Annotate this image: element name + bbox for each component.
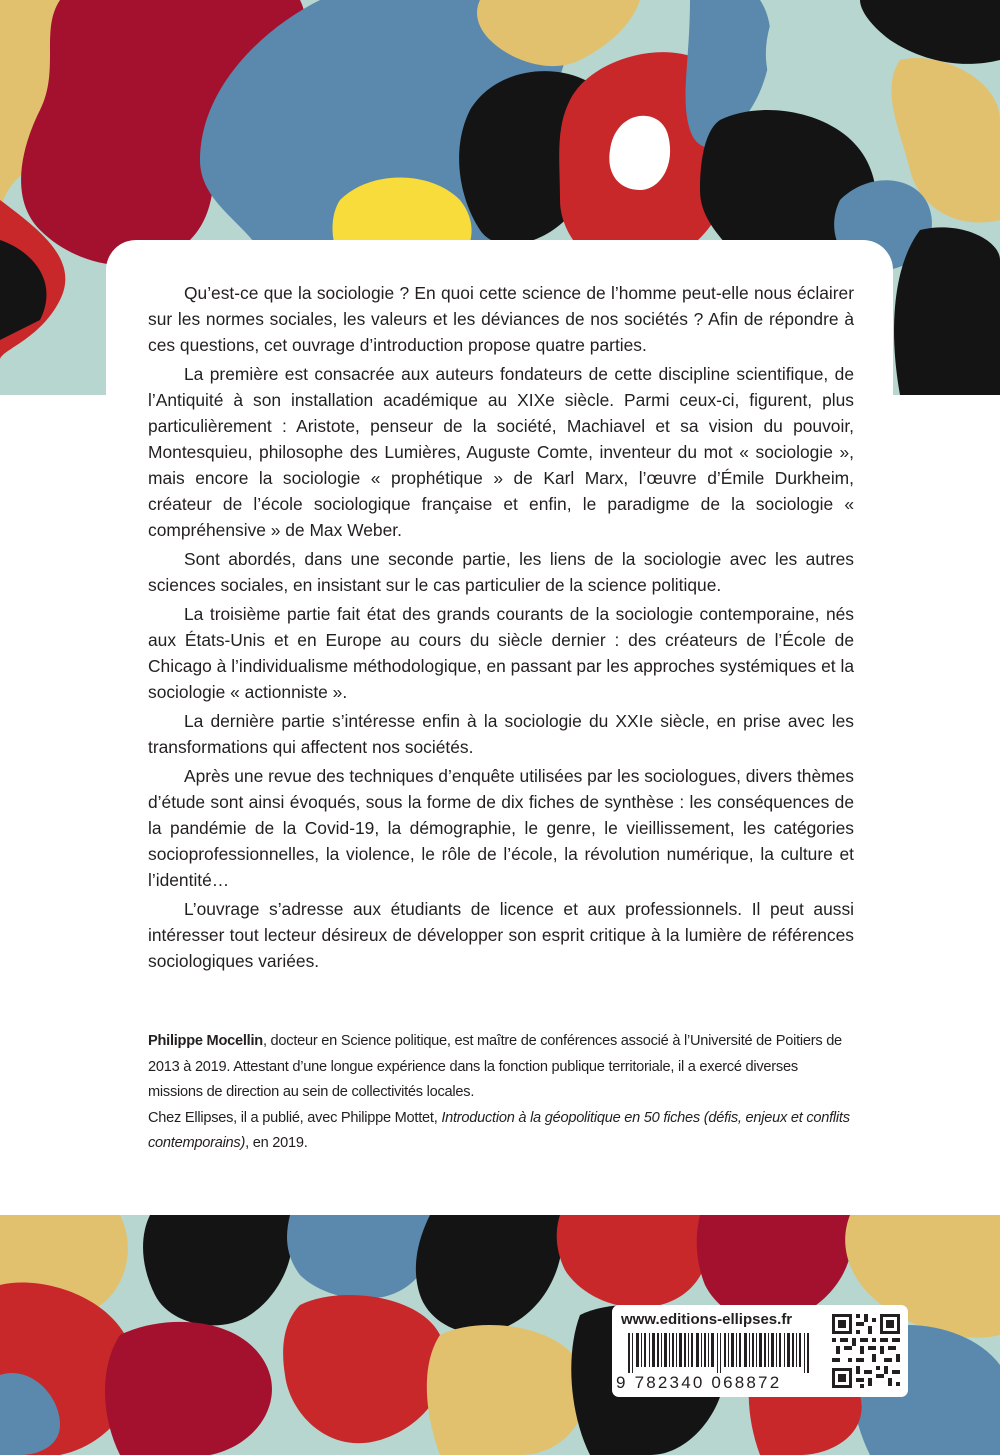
description-paragraph: Sont abordés, dans une seconde partie, les liens de la sociologie avec les autres sciences sociales, en insistant sur le cas particulier de la science politique. [148,549,854,595]
author-name: Philippe Mocellin [148,1033,263,1049]
barcode-icon [618,1333,824,1373]
other-works-prefix: Chez Ellipses, il a publié, avec Philippe Mottet, [148,1109,442,1126]
book-description [148,280,854,977]
description-paragraph: La dernière partie s’intéresse enfin à la sociologie du XXIe siècle, en prise avec les transformations qui affectent nos sociétés. [148,711,854,757]
description-paragraph: Qu’est-ce que la sociologie ? En quoi cette science de l’homme peut-elle nous éclairer sur les normes sociales, les valeurs et les déviances de nos sociétés ? Afin de répondre à ces questions, cet ouvrage d’introduction propose quatre parties. [148,283,854,355]
author-bio-paragraph [148,1029,854,1106]
qr-code-icon [830,1312,902,1390]
publisher-website: www.editions-ellipses.fr [621,1311,793,1328]
author-other-works [148,1106,854,1157]
other-works-title: Introduction à la géopolitique en 50 fiches (défis, enjeux et conflits contemporains) [148,1109,850,1151]
author-bio-text: , docteur en Science politique, est maître de conférences associé à l’Université de Poitiers de 2013 à 2019. Attestant d’une longue expérience dans la fonction publique territoriale, il a exercé diverses missions de direction au sein de collectivités locales. [148,1033,842,1100]
description-paragraph: Après une revue des techniques d’enquête utilisées par les sociologues, divers thèmes d’étude sont ainsi évoqués, sous la forme de dix fiches de synthèse : les conséquences de la pandémie de la Covid-19, la démographie, le genre, le vieillissement, les catégories socioprofessionnelles, la violence, le rôle de l’école, la révolution numérique, la culture et l’identité… [148,766,854,890]
description-paragraph: La première est consacrée aux auteurs fondateurs de cette discipline scientifique, de l’Antiquité à son installation académique au XIXe siècle. Parmi ceux-ci, figurent, plus particulièrement : Aristote, penseur de la société, Machiavel et sa vision du pouvoir, Montesquieu, philosophe des Lumières, Auguste Comte, inventeur du mot « sociologie », mais encore la sociologie « prophétique » de Karl Marx, l’œuvre d’Émile Durkheim, créateur de l’école sociologique française et enfin, le paradigme de la sociologie « compréhensive » de Max Weber. [148,364,854,540]
description-paragraph: La troisième partie fait état des grands courants de la sociologie contemporaine, nés aux États-Unis et en Europe au cours du siècle dernier : des créateurs de l’École de Chicago à l’individualisme méthodologique, en passant par les approches systémiques et la sociologie « actionniste ». [148,604,854,702]
description-paragraph: L’ouvrage s’adresse aux étudiants de licence et aux professionnels. Il peut aussi intéresser tout lecteur désireux de développer son esprit critique à la lumière de références sociologiques variées. [148,899,854,971]
isbn-number: 9 782340 068872 [616,1373,782,1392]
other-works-suffix: , en 2019. [245,1135,308,1151]
author-bio [148,1029,854,1157]
barcode-box [612,1305,908,1397]
